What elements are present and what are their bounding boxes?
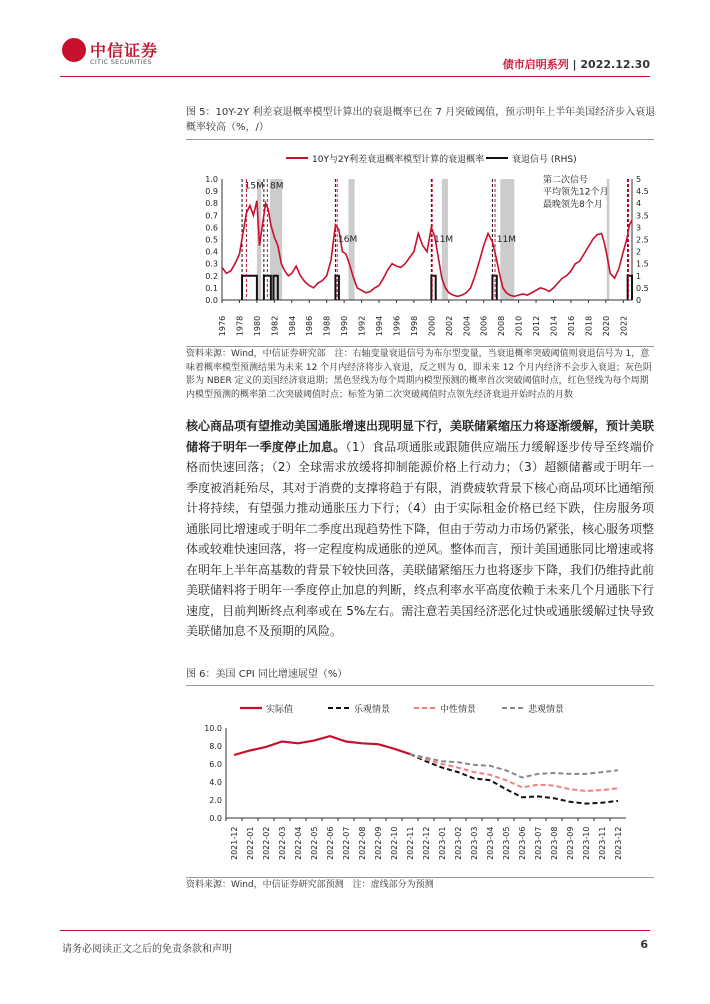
x-tick-label: 2023-04 (486, 826, 495, 860)
y-left-tick-label: 0.2 (205, 271, 218, 281)
chart-annotation-4: 11M (496, 234, 517, 245)
probability-line (222, 201, 632, 297)
recession-probability-chart (186, 145, 656, 345)
x-tick-label: 2022-11 (406, 826, 415, 860)
y-right-tick-label: 3 (636, 223, 642, 233)
x-tick-label: 2021-12 (230, 826, 239, 860)
paragraph-lead: 核心商品项有望推动美国通胀增速出现明显下行，美联储紧缩压力将逐渐缓解，预计美联储将于明年一季度停止加息。 (186, 419, 655, 454)
figure-6-top-rule (186, 685, 654, 686)
legend-label-probability: 10Y与2Y利差衰退概率模型计算的衰退概率 (312, 155, 485, 165)
header-info (503, 56, 650, 72)
x-tick-label: 2022-03 (278, 826, 287, 860)
header-divider (60, 76, 650, 77)
x-tick-label: 2023-08 (550, 826, 559, 860)
figure-6-title: 图 6：美国 CPI 同比增速展望（%） (186, 669, 348, 680)
x-tick-label: 2023-07 (534, 826, 543, 860)
x-tick-label: 2002 (444, 315, 454, 337)
y-left-tick-label: 0.5 (205, 235, 218, 245)
x-tick-label: 2022-09 (374, 826, 383, 860)
y-right-tick-label: 1.5 (636, 259, 649, 269)
logo-text: 中信证券 (90, 41, 159, 60)
series-line-0 (234, 736, 410, 755)
x-tick-label: 2023-10 (582, 826, 591, 860)
x-tick-label: 2023-05 (502, 826, 511, 860)
y-left-tick-label: 0.6 (205, 223, 218, 233)
header-separator: | (572, 58, 581, 71)
x-tick-label: 2010 (514, 315, 524, 337)
y-tick-label: 2.0 (209, 796, 222, 805)
x-tick-label: 2018 (584, 315, 594, 337)
logo-subtext: CITIC SECURITIES (90, 58, 152, 66)
x-tick-label: 2014 (549, 315, 559, 337)
recession-signal-0 (242, 276, 257, 300)
y-left-tick-label: 0.4 (205, 247, 218, 257)
y-right-tick-label: 2.5 (636, 235, 649, 245)
x-tick-label: 1992 (357, 315, 367, 337)
figure-5-title: 图 5：10Y-2Y 利差衰退概率模型计算出的衰退概率已在 7 月突破阈值，预示明年上半年美国经济步入衰退概率较高（%，/） (186, 107, 656, 133)
y-left-tick-label: 0.3 (205, 259, 218, 269)
x-tick-label: 2022-08 (358, 826, 367, 860)
figure-5-note: 资料来源：Wind，中信证券研究部 注：右轴变量衰退信号为布尔型变量，当衰退概率突破阈值则衰退信号为 1，意味着概率模型预测结果为未来 12 个月内经济将步入衰退，反之则为 0，即未来 12 个月内经济不会步入衰退；灰色阴影为 NBER 定义的美国经济衰退期；黑色竖线为每个周期内模型预测的概率首次突破阈值时点，红色竖线为每个周期内模型预测的概率第二次突破阈值时点；标签为第二次突破阈值时点领先经济衰退开始时点的月数 (186, 349, 652, 400)
x-tick-label: 1980 (252, 315, 262, 337)
body-paragraph (186, 416, 654, 642)
y-left-tick-label: 0.1 (205, 283, 218, 293)
x-tick-label: 2023-11 (598, 826, 607, 860)
chart-annotation-3: 11M (433, 234, 454, 245)
figure-5-bottom-rule (186, 346, 654, 347)
x-tick-label: 2023-06 (518, 826, 527, 860)
y-right-tick-label: 0.5 (636, 283, 649, 293)
x-tick-label: 2022-07 (342, 826, 351, 860)
y-left-tick-label: 0.7 (205, 211, 218, 221)
report-date: 2022.12.30 (580, 58, 650, 71)
footer-divider (60, 930, 650, 931)
x-tick-label: 2022-12 (422, 826, 431, 860)
x-tick-label: 2016 (566, 315, 576, 337)
x-tick-label: 1976 (218, 315, 227, 337)
legend-label-3: 悲观情景 (528, 705, 565, 715)
chart-annotation-5: 第二次信号 (543, 175, 589, 186)
x-tick-label: 1988 (322, 315, 332, 337)
series-name: 债市启明系列 (502, 58, 569, 71)
x-tick-label: 2012 (532, 315, 542, 337)
y-left-tick-label: 0.9 (205, 187, 218, 197)
x-tick-label: 1982 (270, 315, 280, 337)
y-tick-label: 10.0 (204, 724, 222, 733)
chart-annotation-6: 平均领先12个月 (543, 187, 609, 198)
series-line-3 (410, 754, 618, 777)
chart-annotation-7: 最晚领先8个月 (543, 199, 603, 210)
series-line-2 (410, 754, 618, 791)
x-tick-label: 2008 (497, 315, 507, 337)
chart-annotation-1: 8M (269, 181, 284, 192)
y-tick-label: 0.0 (209, 814, 222, 823)
footer-disclaimer: 请务必阅读正文之后的免责条款和声明 (62, 944, 232, 955)
page-number: 6 (640, 938, 648, 951)
y-right-tick-label: 4 (636, 199, 642, 209)
x-tick-label: 1990 (340, 315, 350, 337)
x-tick-label: 2023-01 (438, 826, 447, 860)
x-tick-label: 2022-05 (310, 826, 319, 860)
y-right-tick-label: 4.5 (636, 187, 649, 197)
paragraph-body: （1）食品项通胀或跟随供应端压力缓解逐步传导至终端价格而快速回落；（2）全球需求放缓将抑制能源价格上行动力；（3）超额储蓄或于明年一季度被消耗殆尽，其对于消费的支撑将趋于有限，消费疲软背景下核心商品项环比通缩预计将持续，有望强力推动通胀压力下行；（4）由于实际租金价格已经下跌，住房服务项通胀同比增速或于明年二季度出现趋势性下降，但由于劳动力市场仍紧张，核心服务项整体或较难快速回落，将一定程度构成通胀的逆风。整体而言，预计美国通胀同比增速或将在明年上半年高基数的背景下较快回落，美联储紧缩压力也将逐步下降，我们仍维持此前美联储料将于明年一季度停止加息的判断，终点利率水平高度依赖于未来几个月通胀下行速度，目前判断终点利率或在 5%左右。需注意若美国经济恶化过快或通胀缓解过快导致美联储加息不及预期的风险。 (186, 439, 655, 638)
legend-label-signal: 衰退信号 (RHS) (512, 155, 577, 165)
y-right-tick-label: 3.5 (636, 211, 649, 221)
x-tick-label: 2023-12 (614, 826, 623, 860)
y-tick-label: 4.0 (209, 778, 222, 787)
x-tick-label: 2004 (462, 315, 472, 337)
y-tick-label: 6.0 (209, 760, 222, 769)
x-tick-label: 2022 (619, 315, 629, 337)
x-tick-label: 1978 (235, 315, 245, 337)
x-tick-label: 2023-03 (470, 826, 479, 860)
x-tick-label: 1996 (392, 315, 402, 337)
chart-annotation-0: 15M (244, 181, 264, 192)
citic-logo-icon (62, 38, 86, 62)
x-tick-label: 2022-10 (390, 826, 399, 860)
cpi-outlook-chart (186, 690, 656, 876)
y-left-tick-label: 0.0 (205, 296, 218, 305)
x-tick-label: 2022-04 (294, 826, 303, 860)
y-right-tick-label: 2 (636, 247, 642, 257)
x-tick-label: 1986 (305, 315, 315, 337)
x-tick-label: 2000 (427, 315, 437, 337)
chart-annotation-2: 16M (338, 234, 358, 245)
y-right-tick-label: 1 (636, 271, 642, 281)
y-right-tick-label: 0 (636, 296, 642, 305)
x-tick-label: 1994 (375, 315, 385, 337)
x-tick-label: 2023-02 (454, 826, 463, 860)
legend-label-0: 实际值 (266, 705, 294, 715)
x-tick-label: 2022-02 (262, 826, 271, 860)
legend-label-1: 乐观情景 (354, 705, 391, 715)
y-right-tick-label: 5 (636, 175, 642, 184)
x-tick-label: 2006 (479, 315, 489, 337)
figure-6-bottom-rule (186, 877, 654, 878)
figure-6-note: 资料来源：Wind，中信证券研究部预测 注：虚线部分为预测 (186, 880, 434, 890)
y-left-tick-label: 0.8 (205, 199, 218, 209)
x-tick-label: 2023-09 (566, 826, 575, 860)
y-left-tick-label: 1.0 (205, 175, 218, 184)
x-tick-label: 1984 (287, 315, 297, 337)
legend-label-2: 中性情景 (440, 705, 477, 715)
x-tick-label: 2020 (601, 315, 611, 337)
x-tick-label: 1998 (409, 315, 419, 337)
x-tick-label: 2022-06 (326, 826, 335, 860)
x-tick-label: 2022-01 (246, 826, 255, 860)
y-tick-label: 8.0 (209, 742, 222, 751)
figure-5-top-rule (186, 139, 654, 140)
